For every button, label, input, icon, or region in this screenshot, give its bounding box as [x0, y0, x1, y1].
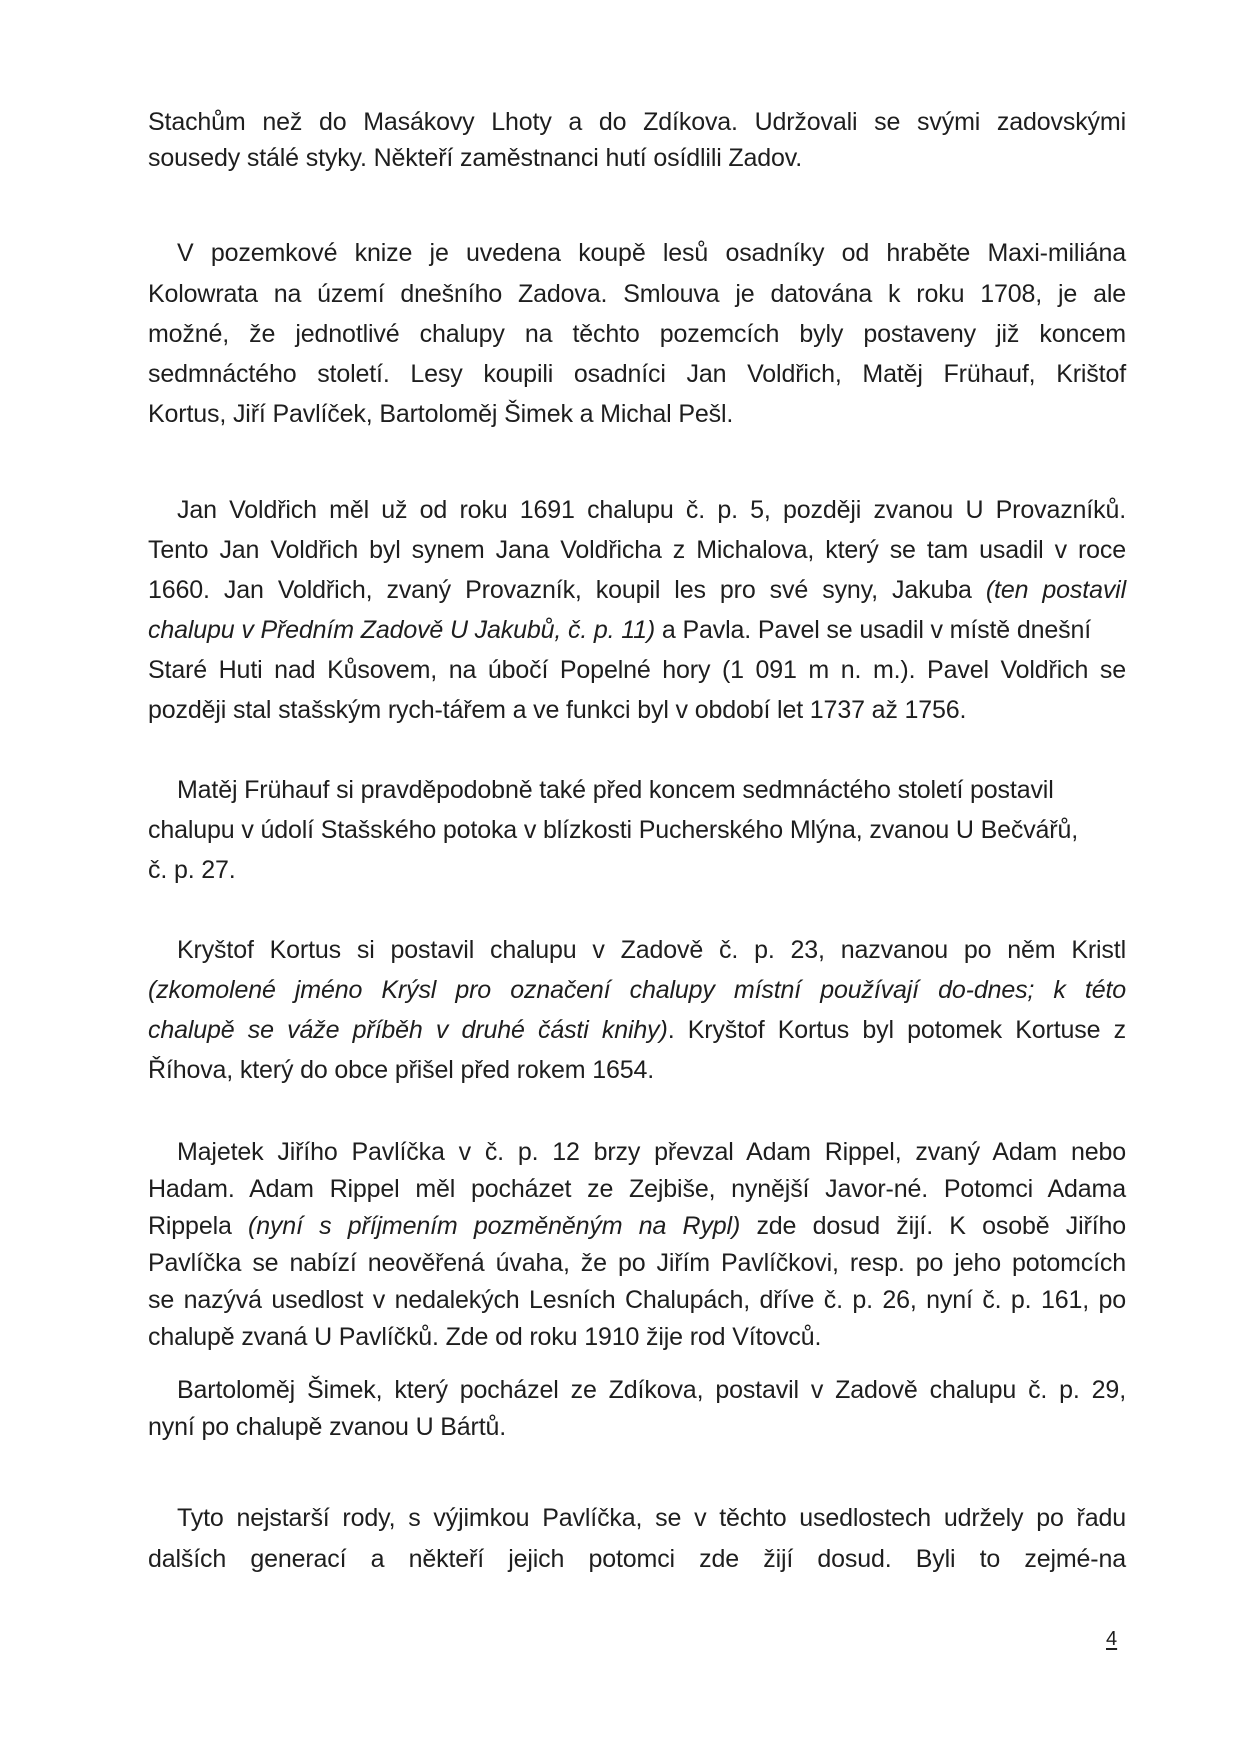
paragraph-line: Kolowrata na území dnešního Zadova. Smlouva je datována k roku 1708, je ale	[148, 280, 1126, 308]
paragraph-line	[148, 612, 1126, 648]
paragraph-line: Hadam. Adam Rippel měl pocházet ze Zejbiše, nynější Javor-né. Potomci Adama	[148, 1175, 1126, 1203]
paragraph-line: Pavlíčka se nabízí neověřená úvaha, že po Jiřím Pavlíčkovi, resp. po jeho potomcích	[148, 1249, 1126, 1277]
paragraph-line: Říhova, který do obce přišel před rokem 1654.	[148, 1056, 655, 1084]
text-run: . Kryštof Kortus byl potomek Kortuse z	[667, 1016, 1126, 1044]
text-run: a Pavla. Pavel se usadil v místě dnešní	[655, 616, 1092, 644]
italic-note: chalupě se váže příběh v druhé části knihy)	[148, 1016, 668, 1044]
paragraph-line: nyní po chalupě zvanou U Bártů.	[148, 1413, 507, 1441]
paragraph-line: později stal stašským rych-tářem a ve funkci byl v období let 1737 až 1756.	[148, 696, 967, 724]
paragraph-line: se nazývá usedlost v nedalekých Lesních Chalupách, dříve č. p. 26, nyní č. p. 161, po	[148, 1286, 1126, 1314]
page-number: 4	[1106, 1628, 1118, 1650]
paragraph-line: V pozemkové knize je uvedena koupě lesů osadníky od hraběte Maxi-miliána	[177, 239, 1126, 267]
paragraph-line: č. p. 27.	[148, 856, 236, 884]
italic-note: chalupu v Předním Zadově U Jakubů, č. p. 11)	[148, 616, 656, 644]
paragraph-line: Majetek Jiřího Pavlíčka v č. p. 12 brzy převzal Adam Rippel, zvaný Adam nebo	[177, 1138, 1126, 1166]
italic-note: (ten postavil	[985, 576, 1126, 604]
paragraph-line	[148, 572, 1126, 608]
paragraph-line	[148, 1208, 1126, 1244]
italic-note: (nyní s příjmením pozměněným na Rypl)	[248, 1212, 741, 1240]
paragraph-line: sousedy stálé styky. Někteří zaměstnanci hutí osídlili Zadov.	[148, 144, 803, 172]
paragraph-line: Kortus, Jiří Pavlíček, Bartoloměj Šimek a Michal Pešl.	[148, 400, 734, 428]
text-run: 1660. Jan Voldřich, zvaný Provazník, koupil les pro své syny, Jakuba	[148, 576, 972, 604]
paragraph-line: dalších generací a někteří jejich potomci zde žijí dosud. Byli to zejmé-na	[148, 1545, 1126, 1573]
paragraph-line: Tento Jan Voldřich byl synem Jana Voldřicha z Michalova, který se tam usadil v roce	[148, 536, 1126, 564]
paragraph-line: Staré Huti nad Kůsovem, na úbočí Popelné hory (1 091 m n. m.). Pavel Voldřich se	[148, 656, 1126, 684]
paragraph-line: možné, že jednotlivé chalupy na těchto pozemcích byly postaveny již koncem	[148, 320, 1126, 348]
paragraph-line: chalupě zvaná U Pavlíčků. Zde od roku 1910 žije rod Vítovců.	[148, 1323, 822, 1351]
text-run: Rippela	[148, 1212, 232, 1240]
paragraph-line	[148, 1012, 1126, 1048]
italic-note: (zkomolené jméno Krýsl pro označení chalupy místní používají do-dnes; k této	[148, 976, 1126, 1004]
paragraph-line: Tyto nejstarší rody, s výjimkou Pavlíčka, se v těchto usedlostech udržely po řadu	[177, 1504, 1126, 1532]
paragraph-line: chalupu v údolí Stašského potoka v blízkosti Pucherského Mlýna, zvanou U Bečvářů,	[148, 816, 1079, 844]
paragraph-line: Stachům než do Masákovy Lhoty a do Zdíkova. Udržovali se svými zadovskými	[148, 108, 1126, 136]
paragraph-line: Bartoloměj Šimek, který pocházel ze Zdíkova, postavil v Zadově chalupu č. p. 29,	[177, 1376, 1126, 1404]
paragraph-line: Jan Voldřich měl už od roku 1691 chalupu č. p. 5, později zvanou U Provazníků.	[177, 496, 1126, 524]
paragraph-line: Matěj Frühauf si pravděpodobně také před koncem sedmnáctého století postavil	[177, 776, 1054, 804]
paragraph-line: Kryštof Kortus si postavil chalupu v Zadově č. p. 23, nazvanou po něm Kristl	[177, 936, 1126, 964]
text-run: zde dosud žijí. K osobě Jiřího	[756, 1212, 1127, 1240]
paragraph-line: sedmnáctého století. Lesy koupili osadníci Jan Voldřich, Matěj Frühauf, Krištof	[148, 360, 1126, 388]
